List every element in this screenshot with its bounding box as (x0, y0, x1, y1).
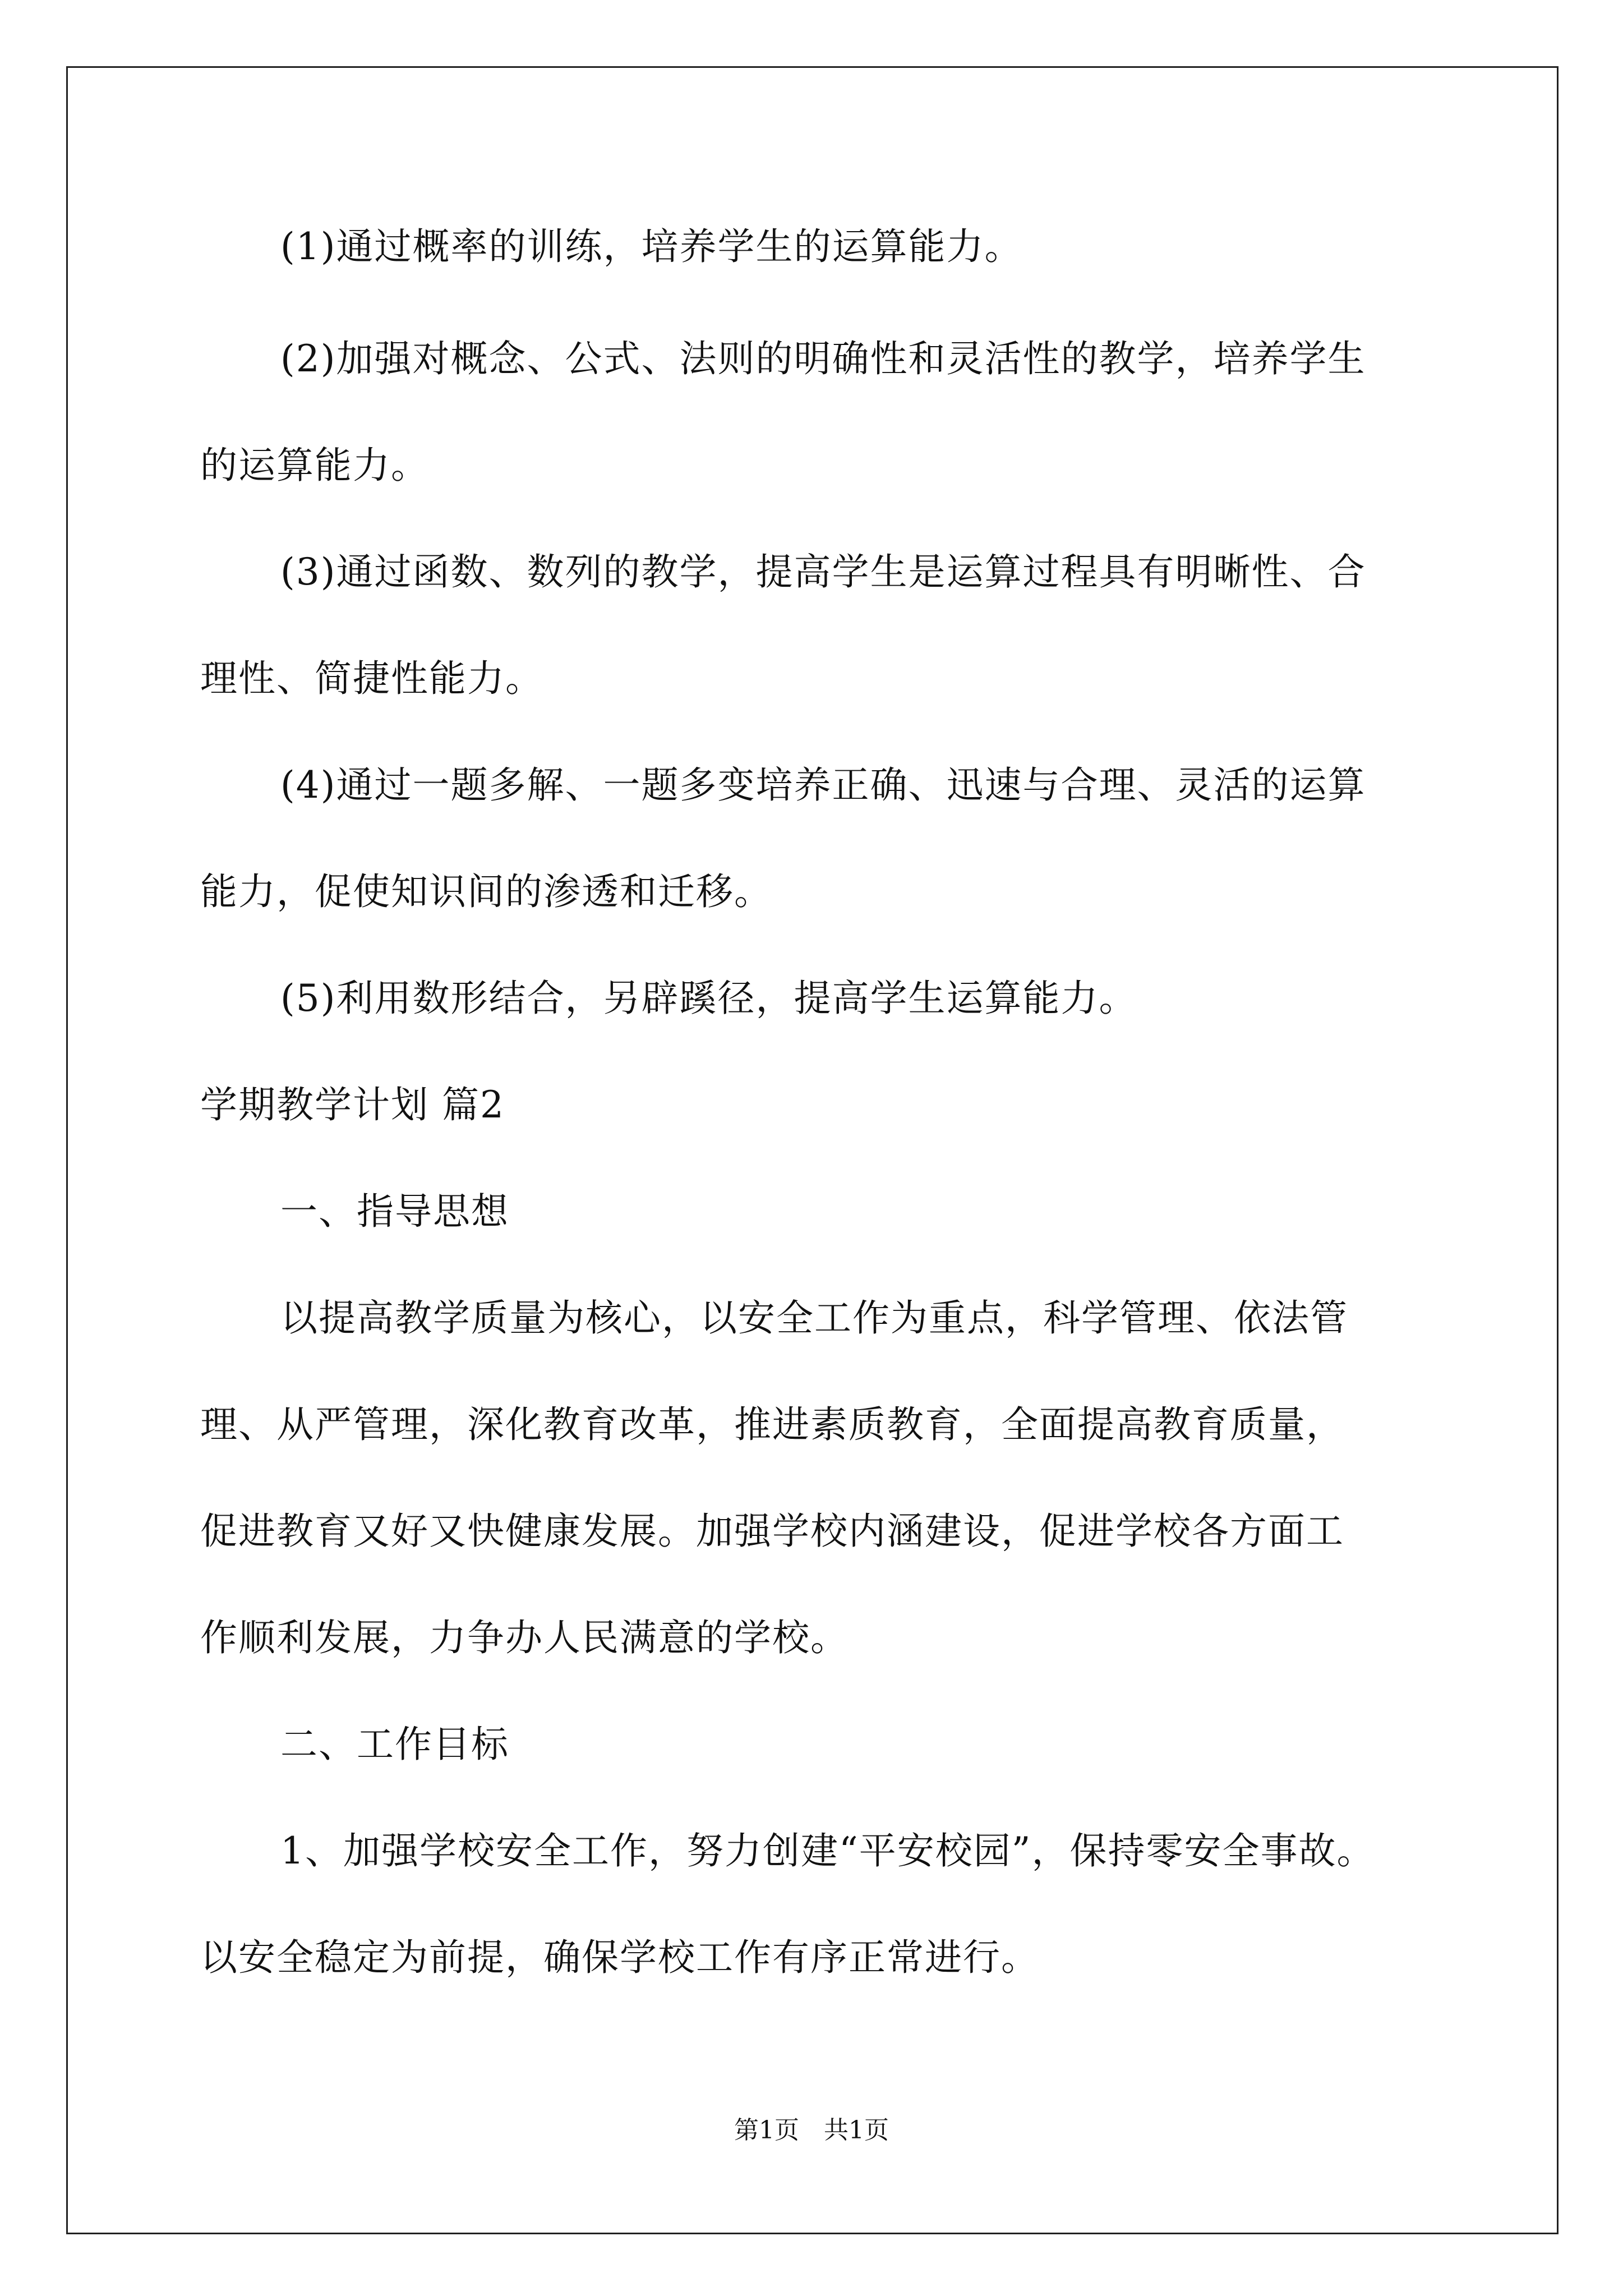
text-line: 促进教育又好又快健康发展。加强学校内涵建设，促进学校各方面工 (200, 1510, 1344, 1553)
text-line: 作顺利发展，力争办人民满意的学校。 (200, 1616, 849, 1659)
text-line: 理性、简捷性能力。 (200, 657, 543, 700)
text-line: 能力，促使知识间的渗透和迁移。 (200, 870, 772, 913)
text-line: 以提高教学质量为核心，以安全工作为重点，科学管理、依法管 (280, 1296, 1348, 1340)
text-line: 的运算能力。 (200, 444, 429, 487)
text-line: (4)通过一题多解、一题多变培养正确、迅速与合理、灵活的运算 (280, 763, 1366, 807)
subheading: 二、工作目标 (280, 1723, 509, 1766)
text-line: (5)利用数形结合，另辟蹊径，提高学生运算能力。 (280, 977, 1137, 1020)
text-line: (3)通过函数、数列的教学，提高学生是运算过程具有明晰性、合 (280, 550, 1366, 593)
text-line: 以安全稳定为前提，确保学校工作有序正常进行。 (200, 1936, 1039, 1979)
subheading: 一、指导思想 (280, 1190, 509, 1233)
page-footer: 第1页 共1页 (734, 2116, 889, 2145)
text-line: 理、从严管理，深化教育改革，推进素质教育，全面提高教育质量， (200, 1403, 1344, 1446)
text-line: 1、加强学校安全工作，努力创建“平安校园”，保持零安全事故。 (280, 1829, 1375, 1872)
section-heading: 学期教学计划 篇2 (200, 1083, 505, 1126)
text-line: (2)加强对概念、公式、法则的明确性和灵活性的教学，培养学生 (280, 337, 1366, 380)
page-frame (66, 66, 1559, 2234)
text-line: (1)通过概率的训练，培养学生的运算能力。 (280, 225, 1023, 268)
